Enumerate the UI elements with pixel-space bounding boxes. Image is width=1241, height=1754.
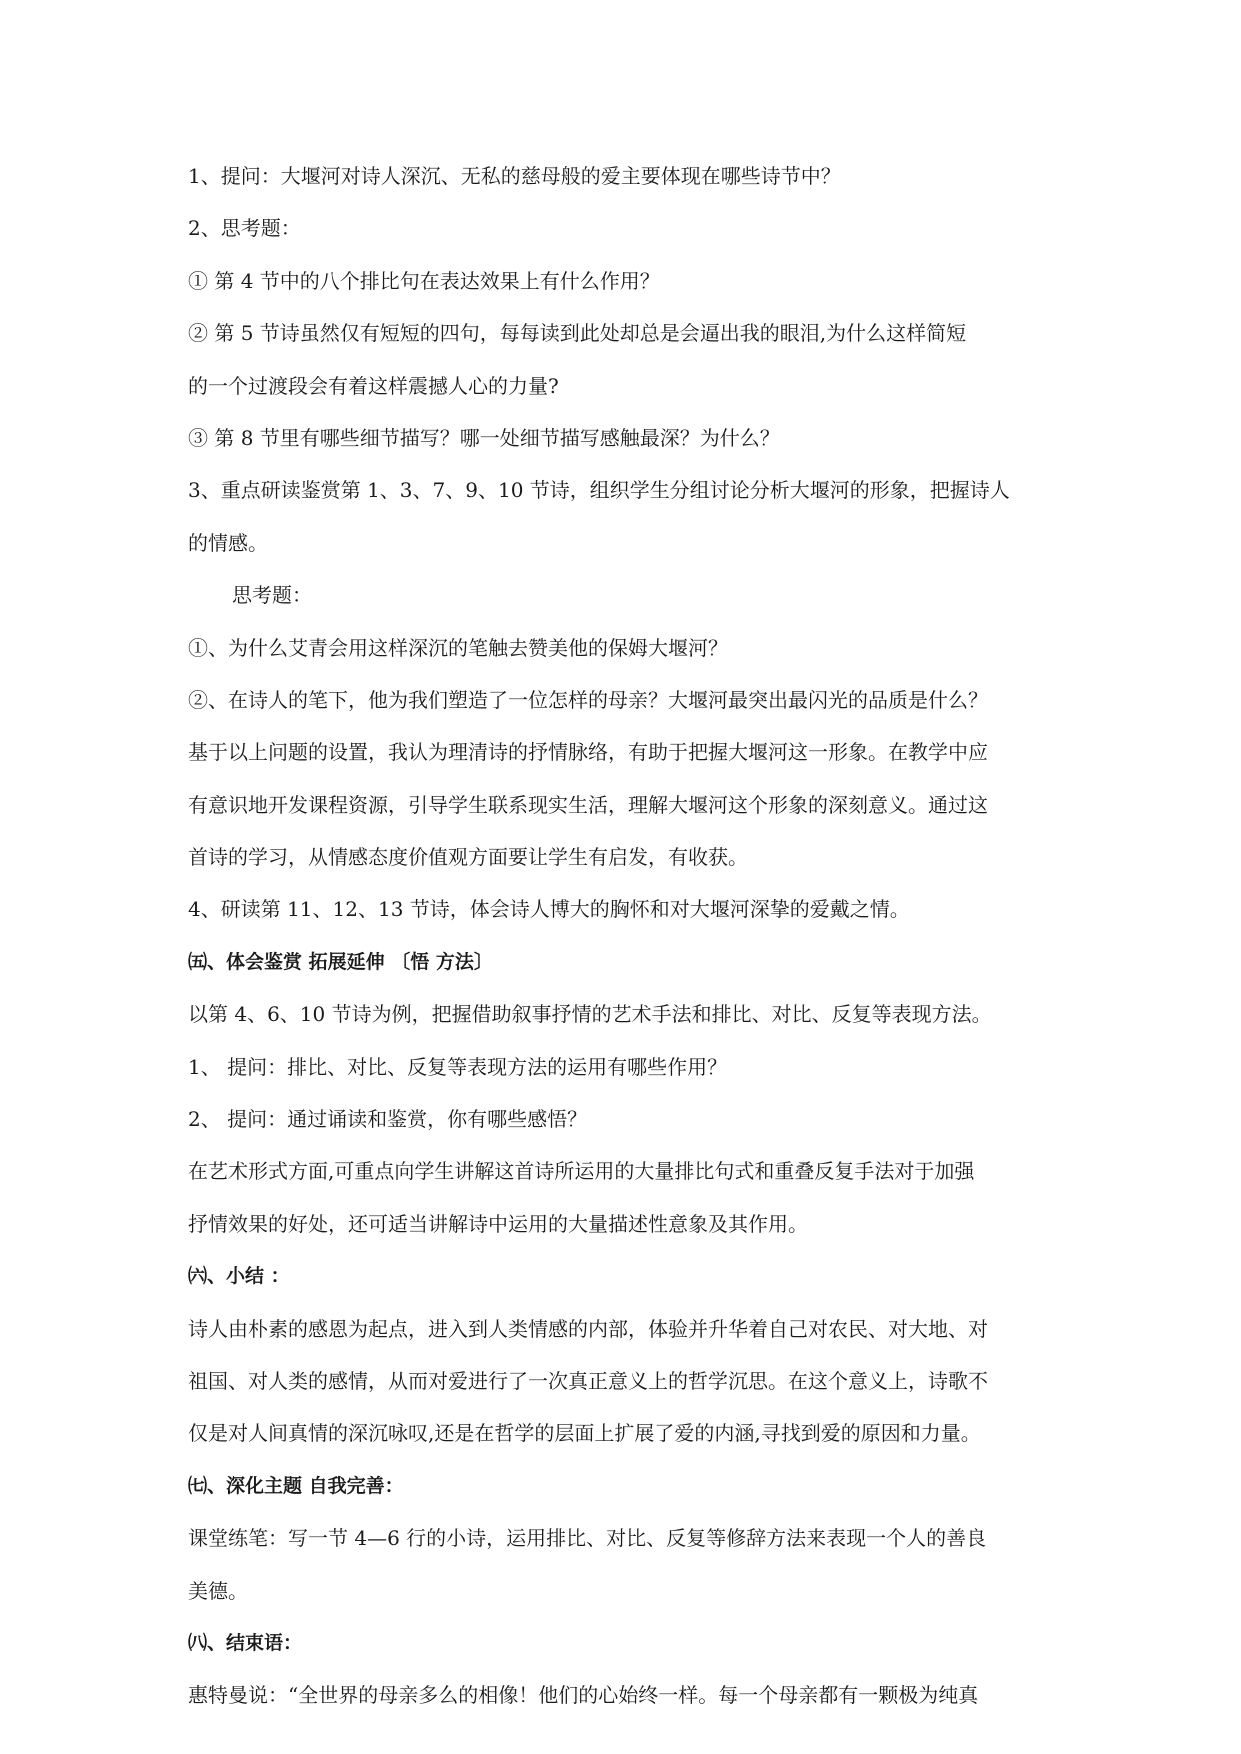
text-line-paragraph: 抒情效果的好处，还可适当讲解诗中运用的大量描述性意象及其作用。 [188, 1211, 808, 1236]
text-line-paragraph: 美德。 [188, 1578, 248, 1603]
text-line-thinking-heading: 2、思考题： [188, 216, 301, 241]
text-line-paragraph: 以第 4、6、10 节诗为例，把握借助叙事抒情的艺术手法和排比、对比、反复等表现方法。 [188, 1002, 992, 1027]
text-line-paragraph: 基于以上问题的设置，我认为理清诗的抒情脉络，有助于把握大堰河这一形象。在教学中应 [188, 740, 988, 765]
text-line-paragraph: 首诗的学习，从情感态度价值观方面要让学生有启发，有收获。 [188, 845, 748, 870]
text-line-point-3: 3、重点研读鉴赏第 1、3、7、9、10 节诗，组织学生分组讨论分析大堰河的形象，把握诗人 [188, 478, 1010, 503]
text-line-paragraph: 有意识地开发课程资源，引导学生联系现实生活，理解大堰河这个形象的深刻意义。通过这 [188, 792, 988, 817]
text-line-thinking-heading-2: 思考题： [232, 583, 312, 608]
text-line-item-1: ① 第 4 节中的八个排比句在表达效果上有什么作用？ [188, 268, 660, 293]
text-line-paragraph: 在艺术形式方面,可重点向学生讲解这首诗所运用的大量排比句式和重叠反复手法对于加强 [188, 1159, 975, 1184]
text-line-item-3: ③ 第 8 节里有哪些细节描写？哪一处细节描写感触最深？为什么？ [188, 425, 780, 450]
section-heading-5: ㈤、体会鉴赏 拓展延伸 〔悟 方法〕 [188, 950, 493, 973]
text-line-paragraph: 课堂练笔：写一节 4—6 行的小诗，运用排比、对比、反复等修辞方法来表现一个人的善良 [188, 1526, 987, 1551]
text-line-paragraph: 惠特曼说：“全世界的母亲多么的相像！他们的心始终一样。每一个母亲都有一颗极为纯真 [188, 1683, 979, 1708]
section-heading-8: ㈧、结束语： [188, 1631, 303, 1654]
section-heading-7: ㈦、深化主题 自我完善： [188, 1474, 404, 1497]
text-line-paragraph: 诗人由朴素的感恩为起点，进入到人类情感的内部，体验并升华着自己对农民、对大地、对 [188, 1316, 988, 1341]
section-heading-6: ㈥、小结 ： [188, 1265, 290, 1288]
text-line-question-a: 1、 提问：排比、对比、反复等表现方法的运用有哪些作用？ [188, 1054, 728, 1079]
text-line-point-3-cont: 的情感。 [188, 530, 268, 555]
text-line-question-1: 1、提问：大堰河对诗人深沉、无私的慈母般的爱主要体现在哪些诗节中？ [188, 164, 841, 188]
text-line-question-b: 2、 提问：通过诵读和鉴赏，你有哪些感悟？ [188, 1107, 588, 1132]
text-line-think-2: ②、在诗人的笔下，他为我们塑造了一位怎样的母亲？大堰河最突出最闪光的品质是什么？ [188, 687, 988, 712]
text-line-paragraph: 仅是对人间真情的深沉咏叹,还是在哲学的层面上扩展了爱的内涵,寻找到爱的原因和力量。 [188, 1421, 981, 1446]
text-line-item-2: ② 第 5 节诗虽然仅有短短的四句，每每读到此处却总是会逼出我的眼泪,为什么这样简短 [188, 321, 967, 346]
text-line-point-4: 4、研读第 11、12、13 节诗，体会诗人博大的胸怀和对大堰河深挚的爱戴之情。 [188, 897, 910, 922]
text-line-paragraph: 祖国、对人类的感情，从而对爱进行了一次真正意义上的哲学沉思。在这个意义上，诗歌不 [188, 1368, 988, 1393]
document-body [188, 153, 1068, 1725]
text-line-item-2-cont: 的一个过渡段会有着这样震撼人心的力量? [188, 373, 559, 398]
text-line-think-1: ①、为什么艾青会用这样深沉的笔触去赞美他的保姆大堰河？ [188, 635, 728, 660]
